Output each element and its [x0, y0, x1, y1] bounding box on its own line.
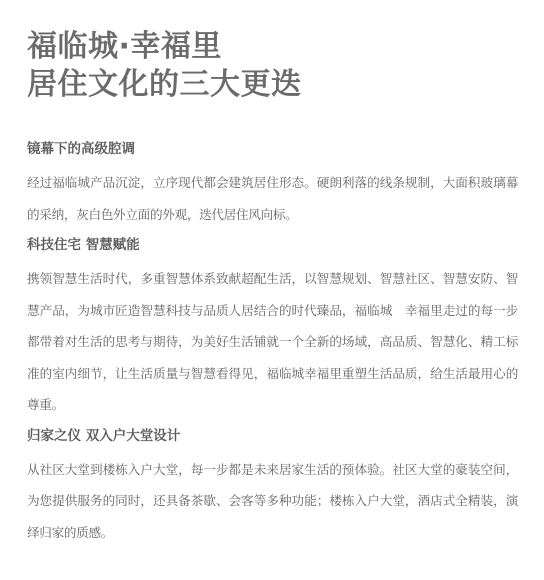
section-title: 科技住宅 智慧赋能: [27, 237, 140, 253]
section-smart-home: [27, 236, 518, 421]
sections: [27, 140, 518, 548]
section-glass-facade: [27, 140, 518, 230]
section-title: 归家之仪 双入户大堂设计: [27, 427, 181, 444]
section-body: 经过福临城产品沉淀，立序现代都会建筑居住形态。硬朗利落的线条规制，大面积玻璃幕的采纳，灰白色外立面的外观，迭代居住风向标。: [27, 175, 518, 222]
section-body: 从社区大堂到楼栋入户大堂，每一步都是未来居家生活的预体验。社区大堂的豪装空间，为您提供服务的同时，还具备茶歇、会客等多种功能；楼栋入户大堂，酒店式全精装，演绎归家的质感。: [27, 461, 518, 540]
headline-line-1: 福临城·幸福里: [27, 29, 222, 64]
section-title: 镜幕下的高级腔调: [27, 141, 135, 157]
section-body: 携领智慧生活时代，多重智慧体系致献超配生活，以智慧规划、智慧社区、智慧安防、智慧产品，为城市匠造智慧科技与品质人居结合的时代臻品，福临城 幸福里走过的每一步都带着对生活的思考与期待，为美好生活铺就一个全新的场域，高品质、智慧化、精工标准的室内细节，让生活质量与智慧看得见，福临城幸福里重塑生活品质，给生活最用心的尊重。: [27, 271, 518, 412]
headline-line-2: 居住文化的三大更迭: [27, 67, 302, 102]
headline: [27, 28, 518, 104]
section-lobby-design: [27, 427, 518, 549]
